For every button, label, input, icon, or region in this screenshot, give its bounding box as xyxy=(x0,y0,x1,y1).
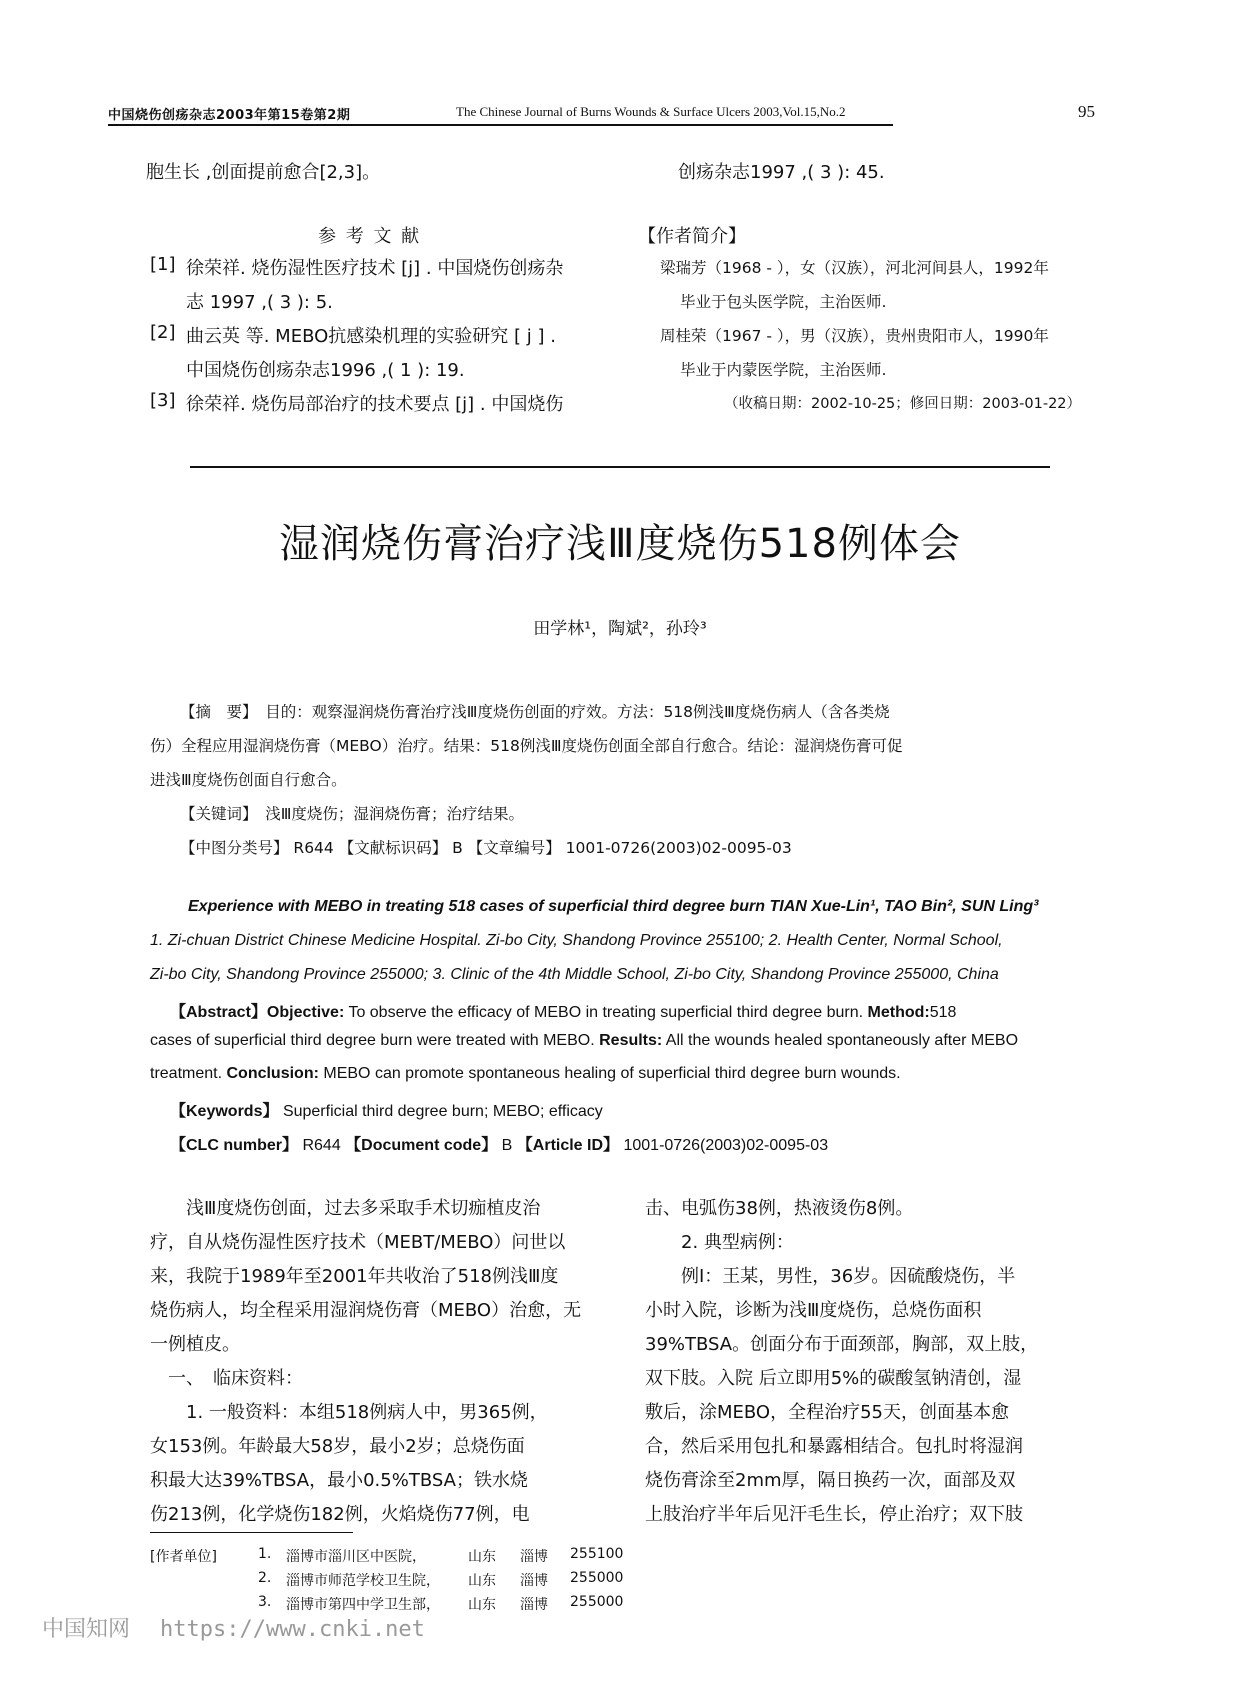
affiliation-name: 淄博市淄川区中医院， xyxy=(286,1549,426,1565)
article-id-label: 【Article ID】 xyxy=(516,1137,620,1154)
article-id-value: 1001-0726(2003)02-0095-03 xyxy=(623,1137,829,1154)
english-classification xyxy=(170,1132,828,1155)
journal-name-cn: 中国烧伤创疡杂志2003年第15卷第2期 xyxy=(108,108,351,123)
abstract-treatment: treatment. xyxy=(150,1065,223,1082)
method-number: 518 xyxy=(929,1004,957,1021)
cnki-watermark xyxy=(42,1612,425,1643)
section-divider xyxy=(190,466,1050,468)
body-left-line: 来，我院于1989年至2001年共收治了518例浅Ⅲ度 xyxy=(150,1266,559,1287)
results-label: Results: xyxy=(599,1032,663,1049)
header-rule xyxy=(108,124,893,126)
body-left-line: 积最大达39%TBSA，最小0.5%TBSA；铁水烧 xyxy=(150,1470,528,1491)
body-right-line: 2. 典型病例： xyxy=(645,1232,794,1253)
ref-number: [1] xyxy=(150,254,176,275)
english-abstract-line xyxy=(150,1065,901,1083)
author-bio-line: 梁瑞芳（1968 - ），女（汉族），河北河间县人，1992年 xyxy=(660,259,1049,277)
abstract-line: 【摘 要】 目的：观察湿润烧伤膏治疗浅Ⅲ度烧伤创面的疗效。方法：518例浅Ⅲ度烧伤病人（含各类烧 xyxy=(180,703,890,721)
author-bio-line: 周桂荣（1967 - ），男（汉族），贵州贵阳市人，1990年 xyxy=(660,327,1049,345)
conclusion-label: Conclusion: xyxy=(226,1065,319,1082)
body-right-line: 39%TBSA。创面分布于面颈部，胸部，双上肢， xyxy=(645,1334,1039,1355)
abstract-method: cases of superficial third degree burn were treated with MEBO. xyxy=(150,1032,595,1049)
running-header xyxy=(108,100,1103,124)
ref-number: [2] xyxy=(150,322,176,343)
keywords-label: 【Keywords】 xyxy=(170,1103,279,1120)
affiliation-name: 淄博市师范学校卫生院， xyxy=(286,1573,440,1589)
affiliation-zip: 255000 xyxy=(570,1570,624,1586)
ref-line: 中国烧伤创疡杂志1996 ,( 1 ): 19. xyxy=(186,360,465,381)
ref-line: 曲云英 等. MEBO抗感染机理的实验研究 [ j ] . xyxy=(186,326,556,347)
english-abstract-line xyxy=(150,1032,1018,1050)
affiliation-number: 2. xyxy=(258,1570,272,1586)
classification-cn: 【中图分类号】 R644 【文献标识码】 B 【文章编号】 1001-0726(2003)02-0095-03 xyxy=(180,839,792,857)
watermark-url: https://www.cnki.net xyxy=(160,1617,425,1642)
section-heading: 一、 临床资料： xyxy=(150,1368,303,1389)
received-date: （收稿日期：2002-10-25；修回日期：2003-01-22） xyxy=(724,396,1082,412)
clc-label: 【CLC number】 xyxy=(170,1137,299,1154)
english-title: Experience with MEBO in treating 518 cases of superficial third degree burn TIAN Xue-Lin¹, TAO Bin², SUN Ling³ xyxy=(188,898,1039,915)
clc-value: R644 xyxy=(302,1137,341,1154)
affiliation-zip: 255000 xyxy=(570,1594,624,1610)
references-heading: 参 考 文 献 xyxy=(318,226,422,247)
article-authors: 田学林¹，陶斌²，孙玲³ xyxy=(533,619,707,639)
body-right-line: 小时入院，诊断为浅Ⅲ度烧伤，总烧伤面积 xyxy=(645,1300,982,1321)
keywords-cn: 【关键词】 浅Ⅲ度烧伤；湿润烧伤膏；治疗结果。 xyxy=(180,805,524,823)
body-right-line: 合，然后采用包扎和暴露相结合。包扎时将湿润 xyxy=(645,1436,1023,1457)
ref-line: 徐荣祥. 烧伤湿性医疗技术 [j] . 中国烧伤创疡杂 xyxy=(186,258,564,279)
body-right-line: 烧伤膏涂至2mm厚，隔日换药一次，面部及双 xyxy=(645,1470,1016,1491)
author-bio-heading: 【作者简介】 xyxy=(638,226,746,247)
author-bio-line: 毕业于内蒙医学院，主治医师. xyxy=(680,361,887,379)
body-left-line: 浅Ⅲ度烧伤创面，过去多采取手术切痂植皮治 xyxy=(150,1198,541,1219)
abstract-label: 【Abstract】Objective: xyxy=(170,1004,345,1021)
english-affiliation: 1. Zi-chuan District Chinese Medicine Hospital. Zi-bo City, Shandong Province 255100; 2. Health Center, Normal School, xyxy=(150,932,1003,949)
affiliation-zip: 255100 xyxy=(570,1546,624,1562)
article-title: 湿润烧伤膏治疗浅Ⅲ度烧伤518例体会 xyxy=(279,521,961,567)
body-left-line: 烧伤病人，均全程采用湿润烧伤膏（MEBO）治愈，无 xyxy=(150,1300,582,1321)
english-abstract-line xyxy=(170,999,956,1022)
footnote-rule xyxy=(150,1532,353,1533)
doc-code-label: 【Document code】 xyxy=(345,1137,498,1154)
affiliation-province: 山东 xyxy=(468,1573,496,1589)
english-keywords xyxy=(170,1098,603,1121)
body-left-line: 女153例。年龄最大58岁，最小2岁；总烧伤面 xyxy=(150,1436,525,1457)
body-left-line: 疗，自从烧伤湿性医疗技术（MEBT/MEBO）问世以 xyxy=(150,1232,566,1253)
author-bio-line: 毕业于包头医学院，主治医师. xyxy=(680,293,887,311)
doc-code-value: B xyxy=(501,1137,513,1154)
abstract-line: 伤）全程应用湿润烧伤膏（MEBO）治疗。结果：518例浅Ⅲ度烧伤创面全部自行愈合。结论：湿润烧伤膏可促 xyxy=(150,737,903,755)
journal-name-en: The Chinese Journal of Burns Wounds & Surface Ulcers 2003,Vol.15,No.2 xyxy=(456,104,846,119)
footnote-label: [作者单位] xyxy=(150,1549,217,1565)
affiliation-city: 淄博 xyxy=(520,1573,548,1589)
body-left-line: 1. 一般资料：本组518例病人中，男365例， xyxy=(150,1402,548,1423)
abstract-line: 进浅Ⅲ度烧伤创面自行愈合。 xyxy=(150,771,347,789)
body-right-line: 上肢治疗半年后见汗毛生长，停止治疗；双下肢 xyxy=(645,1504,1023,1525)
affiliation-province: 山东 xyxy=(468,1549,496,1565)
affiliation-city: 淄博 xyxy=(520,1597,548,1613)
abstract-results: All the wounds healed spontaneously after MEBO xyxy=(665,1032,1019,1049)
english-affiliation: Zi-bo City, Shandong Province 255000; 3. Clinic of the 4th Middle School, Zi-bo City, Shandong Province 255000, China xyxy=(150,966,999,983)
body-right-line: 双下肢。入院 后立即用5%的碳酸氢钠清创，湿 xyxy=(645,1368,1022,1389)
affiliation-name: 淄博市第四中学卫生部， xyxy=(286,1597,440,1613)
method-label: Method: xyxy=(867,1004,930,1021)
body-left-line: 一例植皮。 xyxy=(150,1334,240,1355)
body-right-line: 敷后，涂MEBO，全程治疗55天，创面基本愈 xyxy=(645,1402,1010,1423)
prev-text-line: 胞生长 ,创面提前愈合[2,3]。 xyxy=(146,162,381,183)
affiliation-province: 山东 xyxy=(468,1597,496,1613)
affiliation-number: 3. xyxy=(258,1594,272,1610)
body-right-line: 例Ⅰ：王某，男性，36岁。因硫酸烧伤，半 xyxy=(645,1266,1016,1287)
ref-line: 创疡杂志1997 ,( 3 ): 45. xyxy=(678,162,885,183)
affiliation-number: 1. xyxy=(258,1546,272,1562)
abstract-objective: To observe the efficacy of MEBO in treating superficial third degree burn. xyxy=(348,1004,864,1021)
keywords-value: Superficial third degree burn; MEBO; efficacy xyxy=(282,1103,603,1120)
page-number: 95 xyxy=(1078,102,1095,121)
watermark-name: 中国知网 xyxy=(42,1617,131,1642)
ref-line: 志 1997 ,( 3 ): 5. xyxy=(186,292,333,313)
affiliation-city: 淄博 xyxy=(520,1549,548,1565)
ref-line: 徐荣祥. 烧伤局部治疗的技术要点 [j] . 中国烧伤 xyxy=(186,394,564,415)
body-left-line: 伤213例，化学烧伤182例，火焰烧伤77例，电 xyxy=(150,1504,530,1525)
ref-number: [3] xyxy=(150,390,176,411)
body-right-line: 击、电弧伤38例，热液烫伤8例。 xyxy=(645,1198,914,1219)
abstract-conclusion: MEBO can promote spontaneous healing of superficial third degree burn wounds. xyxy=(323,1065,901,1082)
